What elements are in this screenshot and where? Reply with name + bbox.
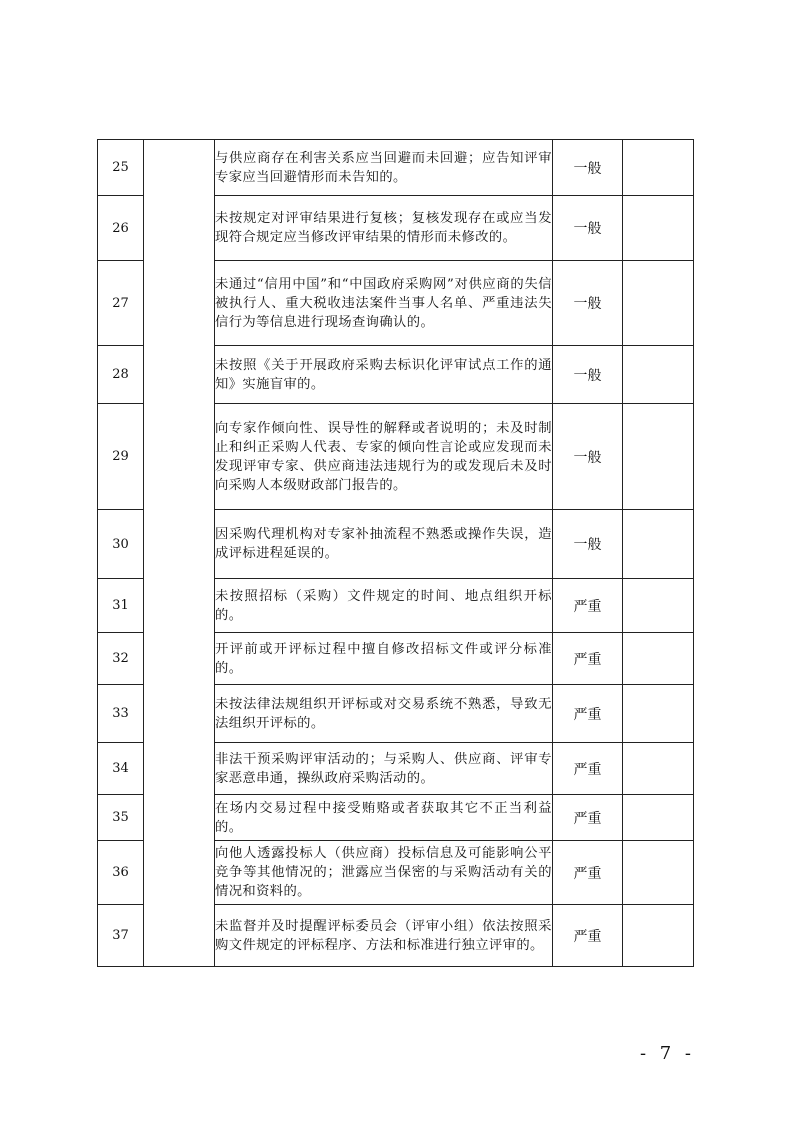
row-severity: 一般	[553, 140, 623, 196]
category-cell	[144, 140, 215, 967]
row-number: 25	[98, 140, 144, 196]
row-remark	[623, 905, 694, 967]
row-number: 33	[98, 685, 144, 743]
row-number: 36	[98, 841, 144, 905]
row-severity: 严重	[553, 795, 623, 841]
row-description: 向他人透露投标人（供应商）投标信息及可能影响公平竞争等其他情况的；泄露应当保密的与采购活动有关的情况和资料的。	[215, 841, 553, 905]
row-severity: 严重	[553, 905, 623, 967]
row-description: 未按照招标（采购）文件规定的时间、地点组织开标的。	[215, 579, 553, 633]
row-remark	[623, 633, 694, 685]
row-number: 30	[98, 510, 144, 579]
row-description: 与供应商存在利害关系应当回避而未回避；应告知评审专家应当回避情形而未告知的。	[215, 140, 553, 196]
row-description: 开评前或开评标过程中擅自修改招标文件或评分标准的。	[215, 633, 553, 685]
row-remark	[623, 743, 694, 795]
row-number: 29	[98, 404, 144, 510]
row-number: 37	[98, 905, 144, 967]
page-number: - 7 -	[639, 1043, 695, 1064]
row-remark	[623, 841, 694, 905]
row-severity: 一般	[553, 196, 623, 261]
row-description: 向专家作倾向性、误导性的解释或者说明的；未及时制止和纠正采购人代表、专家的倾向性言论或应发现而未发现评审专家、供应商违法违规行为的或发现后未及时向采购人本级财政部门报告的。	[215, 404, 553, 510]
row-number: 31	[98, 579, 144, 633]
row-number: 34	[98, 743, 144, 795]
row-description: 未通过“信用中国”和“中国政府采购网”对供应商的失信被执行人、重大税收违法案件当事人名单、严重违法失信行为等信息进行现场查询确认的。	[215, 261, 553, 346]
row-severity: 一般	[553, 346, 623, 404]
row-description: 因采购代理机构对专家补抽流程不熟悉或操作失误，造成评标进程延误的。	[215, 510, 553, 579]
row-severity: 一般	[553, 510, 623, 579]
row-description: 未监督并及时提醒评标委员会（评审小组）依法按照采购文件规定的评标程序、方法和标准进行独立评审的。	[215, 905, 553, 967]
row-description: 非法干预采购评审活动的；与采购人、供应商、评审专家恶意串通，操纵政府采购活动的。	[215, 743, 553, 795]
row-description: 未按照《关于开展政府采购去标识化评审试点工作的通知》实施盲审的。	[215, 346, 553, 404]
row-severity: 严重	[553, 743, 623, 795]
row-remark	[623, 685, 694, 743]
row-description: 在场内交易过程中接受贿赂或者获取其它不正当利益的。	[215, 795, 553, 841]
row-number: 32	[98, 633, 144, 685]
violation-table	[97, 139, 694, 967]
row-number: 27	[98, 261, 144, 346]
row-number: 28	[98, 346, 144, 404]
row-severity: 严重	[553, 841, 623, 905]
table-row	[98, 140, 694, 196]
row-remark	[623, 404, 694, 510]
row-description: 未按法律法规组织开评标或对交易系统不熟悉，导致无法组织开评标的。	[215, 685, 553, 743]
row-remark	[623, 346, 694, 404]
row-severity: 严重	[553, 685, 623, 743]
row-remark	[623, 196, 694, 261]
row-number: 35	[98, 795, 144, 841]
row-remark	[623, 261, 694, 346]
row-number: 26	[98, 196, 144, 261]
row-remark	[623, 140, 694, 196]
row-severity: 一般	[553, 404, 623, 510]
row-remark	[623, 579, 694, 633]
row-severity: 一般	[553, 261, 623, 346]
row-remark	[623, 795, 694, 841]
row-remark	[623, 510, 694, 579]
row-description: 未按规定对评审结果进行复核；复核发现存在或应当发现符合规定应当修改评审结果的情形而未修改的。	[215, 196, 553, 261]
row-severity: 严重	[553, 633, 623, 685]
row-severity: 严重	[553, 579, 623, 633]
